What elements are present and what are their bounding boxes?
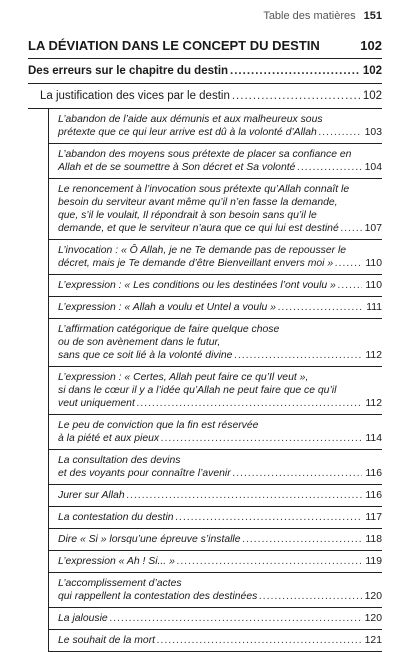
toc-entry-line: si dans le cœur il y a l’idée qu’Allah ne peut faire que ce qu’il (58, 385, 337, 396)
toc-entry-line: L’expression : « Certes, Allah peut faire ce qu’Il veut », (58, 372, 309, 383)
toc-entry-page: 112 (365, 398, 382, 409)
leader-dots (233, 467, 363, 480)
toc-entry[interactable] (49, 319, 382, 367)
toc-chapter-title: LA DÉVIATION DANS LE CONCEPT DU DESTIN (28, 38, 320, 53)
toc-chapter-page: 102 (360, 38, 382, 53)
toc-entry-line: L’abandon des moyens sous prétexte de placer sa confiance en (58, 149, 352, 160)
toc-entry-page: 104 (364, 162, 382, 173)
toc-entry-last-line (58, 397, 382, 410)
toc-entry[interactable] (49, 144, 382, 179)
toc-entry-page: 111 (366, 302, 382, 313)
toc-entry[interactable] (49, 608, 382, 630)
toc-entry[interactable] (49, 275, 382, 297)
toc-chapter[interactable] (28, 38, 382, 59)
toc-entry-last-line (58, 126, 382, 139)
leader-dots (335, 257, 362, 270)
toc-entry-page: 110 (365, 258, 382, 269)
toc-entry[interactable] (49, 415, 382, 450)
toc-entry-line: ou de son avènement dans le futur, (58, 337, 221, 348)
leader-dots (243, 533, 363, 546)
toc-entry-last-line (58, 467, 382, 480)
toc-section-page: 102 (362, 65, 382, 77)
toc-entry[interactable] (49, 450, 382, 485)
toc-entry-last-line (58, 533, 382, 546)
toc-entry-line: L’accomplissement d’actes (58, 578, 182, 589)
toc-entry-page: 110 (365, 280, 382, 291)
toc-entry-last-line (58, 555, 382, 568)
leader-dots (319, 126, 362, 139)
toc-entry-page: 120 (364, 591, 382, 602)
toc-entry-page: 116 (365, 490, 382, 501)
toc-entry-line: demande, et que le serviteur n’aura que ce qui lui est destiné (58, 223, 339, 234)
toc-entry-line: besoin du serviteur avant même qu’il n’en fasse la demande, (58, 197, 338, 208)
toc-entry-page: 118 (365, 534, 382, 545)
toc-entry-last-line (58, 222, 382, 235)
toc-entry-last-line (58, 432, 382, 445)
toc-entry-last-line (58, 257, 382, 270)
leader-dots (338, 279, 363, 292)
toc-subsection-page: 102 (362, 90, 382, 102)
toc-entry-last-line (58, 161, 382, 174)
toc-entry-last-line (58, 590, 382, 603)
toc-entry-page: 120 (364, 613, 382, 624)
leader-dots (297, 161, 361, 174)
toc-entry-last-line (58, 489, 382, 502)
toc-entry-page: 103 (364, 127, 382, 138)
toc-entry[interactable] (49, 485, 382, 507)
leader-dots (176, 511, 363, 524)
leader-dots (127, 489, 363, 502)
leader-dots (341, 222, 362, 235)
toc-entry[interactable] (49, 507, 382, 529)
toc-entry-line: et des voyants pour connaître l’avenir (58, 468, 231, 479)
toc-entry-line: L’expression : « Les conditions ou les destinées l’ont voulu » (58, 280, 336, 291)
toc-entry[interactable] (49, 240, 382, 275)
toc-entry-page: 114 (365, 433, 382, 444)
toc-entry-line: veut uniquement (58, 398, 135, 409)
toc-entry-line: Le peu de conviction que la fin est réservée (58, 420, 259, 431)
toc-entry-line: décret, mais je Te demande d’être Bienveillant envers moi » (58, 258, 334, 269)
toc-entry-line: sans que ce soit lié à la volonté divine (58, 350, 233, 361)
toc-entry-page: 116 (365, 468, 382, 479)
toc-entry-line: Dire « Si » lorsqu’une épreuve s’installe (58, 534, 241, 545)
toc-entry-last-line (58, 349, 382, 362)
page-number: 151 (363, 10, 382, 22)
toc-entry-last-line (58, 634, 382, 647)
toc-entry-line: L’affirmation catégorique de faire quelque chose (58, 324, 280, 335)
toc-entry[interactable] (49, 367, 382, 415)
toc-section-title: Des erreurs sur le chapitre du destin (28, 65, 229, 77)
toc-subsection[interactable] (28, 84, 382, 109)
toc-entry-page: 117 (365, 512, 382, 523)
toc-entry-page: 112 (365, 350, 382, 361)
toc-entry-line: que, s’il le voulait, Il répondrait à son besoin sans qu’il le (58, 210, 317, 221)
toc-entry-line: La jalousie (58, 613, 108, 624)
toc-entry[interactable] (49, 179, 382, 240)
leader-dots (232, 90, 360, 102)
toc-entry-page: 107 (364, 223, 382, 234)
leader-dots (177, 555, 363, 568)
toc-entry[interactable] (49, 109, 382, 144)
toc-entry-last-line (58, 511, 382, 524)
toc-entry-line: Jurer sur Allah (58, 490, 125, 501)
toc-subsection-title: La justification des vices par le destin (40, 90, 230, 102)
toc-entry[interactable] (49, 573, 382, 608)
leader-dots (157, 634, 362, 647)
toc-entry-page: 119 (365, 556, 382, 567)
toc-entry-page: 121 (364, 635, 382, 646)
toc-entry-line: L’abandon de l’aide aux démunis et aux malheureux sous (58, 114, 323, 125)
toc-entry-line: qui rappellent la contestation des destinées (58, 591, 258, 602)
toc-entry-last-line (58, 612, 382, 625)
toc-entry-line: La contestation du destin (58, 512, 174, 523)
running-head-title: Table des matières (263, 10, 356, 22)
toc-section[interactable] (28, 59, 382, 84)
toc-entry-line: à la piété et aux pieux (58, 433, 160, 444)
toc-entry[interactable] (49, 551, 382, 573)
toc-entry-line: L’expression : « Allah a voulu et Untel a voulu » (58, 302, 276, 313)
toc-entry[interactable] (49, 529, 382, 551)
table-of-contents (28, 38, 382, 652)
toc-entry[interactable] (49, 297, 382, 319)
toc-entry-line: L’expression « Ah ! Si... » (58, 556, 175, 567)
toc-entry-line: L’invocation : « Ô Allah, je ne Te demande pas de repousser le (58, 245, 347, 256)
leader-dots (230, 65, 360, 77)
leader-dots (161, 432, 362, 445)
running-head (263, 10, 382, 22)
toc-entry-last-line (58, 301, 382, 314)
leader-dots (137, 397, 363, 410)
leader-dots (259, 590, 361, 603)
toc-entry-line: Le renoncement à l’invocation sous prétexte qu’Allah connaît le (58, 184, 350, 195)
leader-dots (110, 612, 362, 625)
toc-entry-list (48, 109, 382, 652)
toc-entry-last-line (58, 279, 382, 292)
toc-entry-line: La consultation des devins (58, 455, 181, 466)
toc-entry[interactable] (49, 630, 382, 652)
leader-dots (278, 301, 363, 314)
toc-entry-line: prétexte que ce qui leur arrive est dû à la volonté d’Allah (58, 127, 317, 138)
toc-entry-line: Allah et de se soumettre à Son décret et Sa volonté (58, 162, 296, 173)
leader-dots (234, 349, 362, 362)
toc-entry-line: Le souhait de la mort (58, 635, 156, 646)
